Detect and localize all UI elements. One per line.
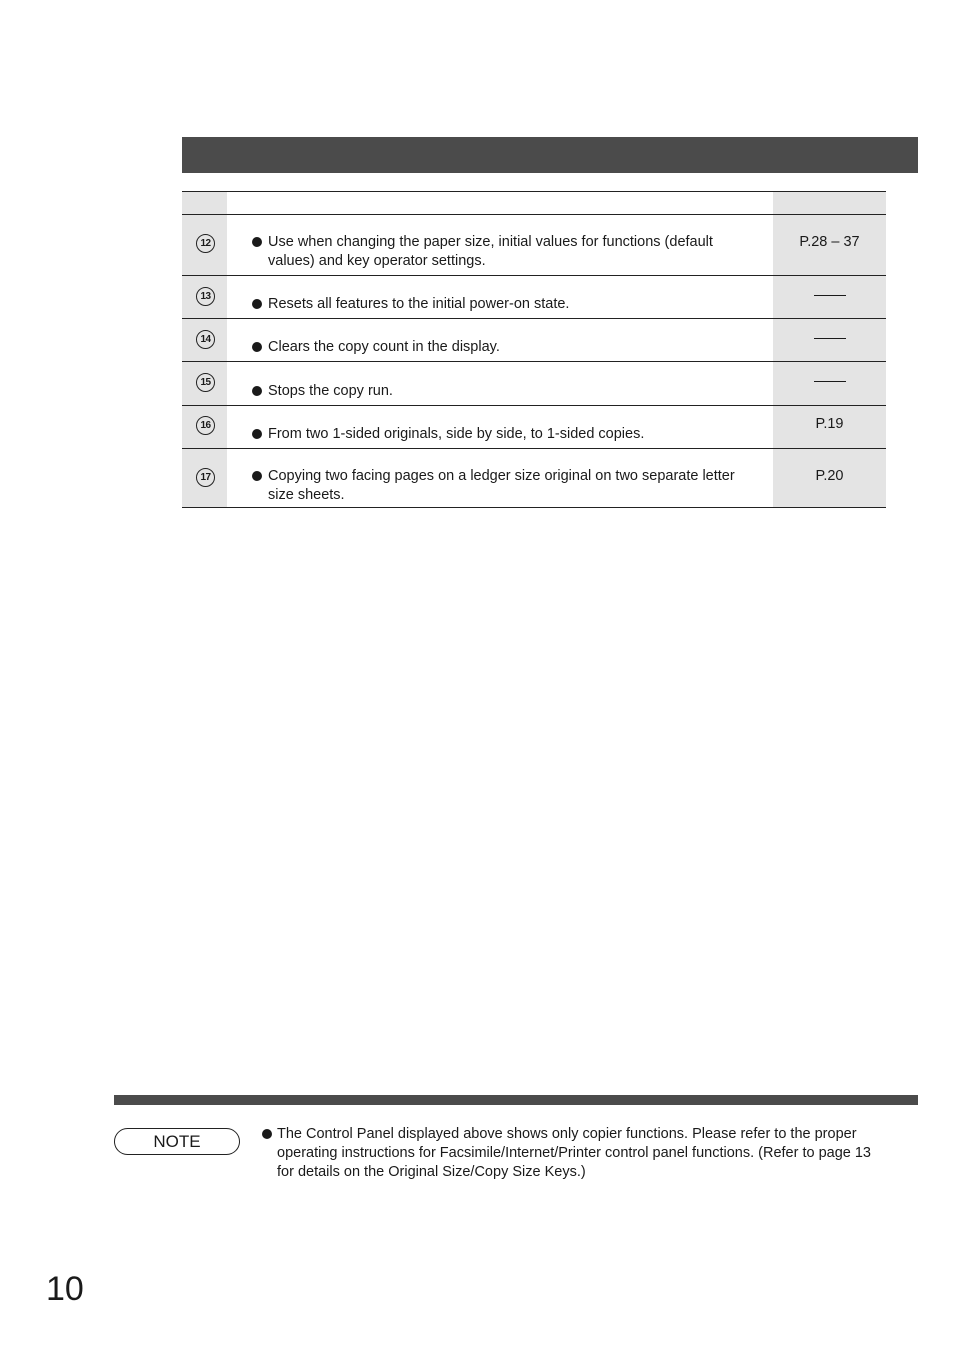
row-description: Copying two facing pages on a ledger size original on two separate letter size sheets. xyxy=(268,468,735,503)
page-reference: P.28 – 37 xyxy=(799,234,860,250)
table-row xyxy=(182,276,886,319)
row-description: Resets all features to the initial power-on state. xyxy=(268,296,570,312)
page-reference: P.19 xyxy=(815,416,844,432)
no-page-dash xyxy=(814,295,846,296)
row-number: 14 xyxy=(196,330,215,349)
function-table xyxy=(182,191,886,508)
bullet-icon xyxy=(262,1129,272,1139)
row-number: 17 xyxy=(196,468,215,487)
row-number: 12 xyxy=(196,234,215,253)
bullet-icon xyxy=(252,471,262,481)
no-page-dash xyxy=(814,381,846,382)
bullet-icon xyxy=(252,429,262,439)
row-number: 15 xyxy=(196,373,215,392)
note-divider xyxy=(114,1095,918,1105)
page-number: 10 xyxy=(46,1270,84,1308)
table-row xyxy=(182,362,886,406)
table-row xyxy=(182,449,886,508)
bullet-icon xyxy=(252,299,262,309)
row-number: 16 xyxy=(196,416,215,435)
bullet-icon xyxy=(252,237,262,247)
bullet-icon xyxy=(252,386,262,396)
table-row xyxy=(182,406,886,449)
page-reference: P.20 xyxy=(815,468,844,484)
table-header-row xyxy=(182,192,886,215)
row-description: Stops the copy run. xyxy=(268,383,393,399)
note-label: NOTE xyxy=(114,1128,240,1155)
row-description: Clears the copy count in the display. xyxy=(268,339,500,355)
no-page-dash xyxy=(814,338,846,339)
row-description: From two 1-sided originals, side by side, to 1-sided copies. xyxy=(268,426,645,442)
table-row xyxy=(182,215,886,276)
table-row xyxy=(182,319,886,362)
bullet-icon xyxy=(252,342,262,352)
row-number: 13 xyxy=(196,287,215,306)
section-header-bar xyxy=(182,137,918,173)
note-text: The Control Panel displayed above shows only copier functions. Please refer to the proper operating instructions for Facsimile/Internet/Printer control panel functions. (Refer to page 13 for details on the Original Size/Copy Size Keys.) xyxy=(277,1126,871,1180)
row-description: Use when changing the paper size, initial values for functions (default values) and key operator settings. xyxy=(268,234,713,269)
